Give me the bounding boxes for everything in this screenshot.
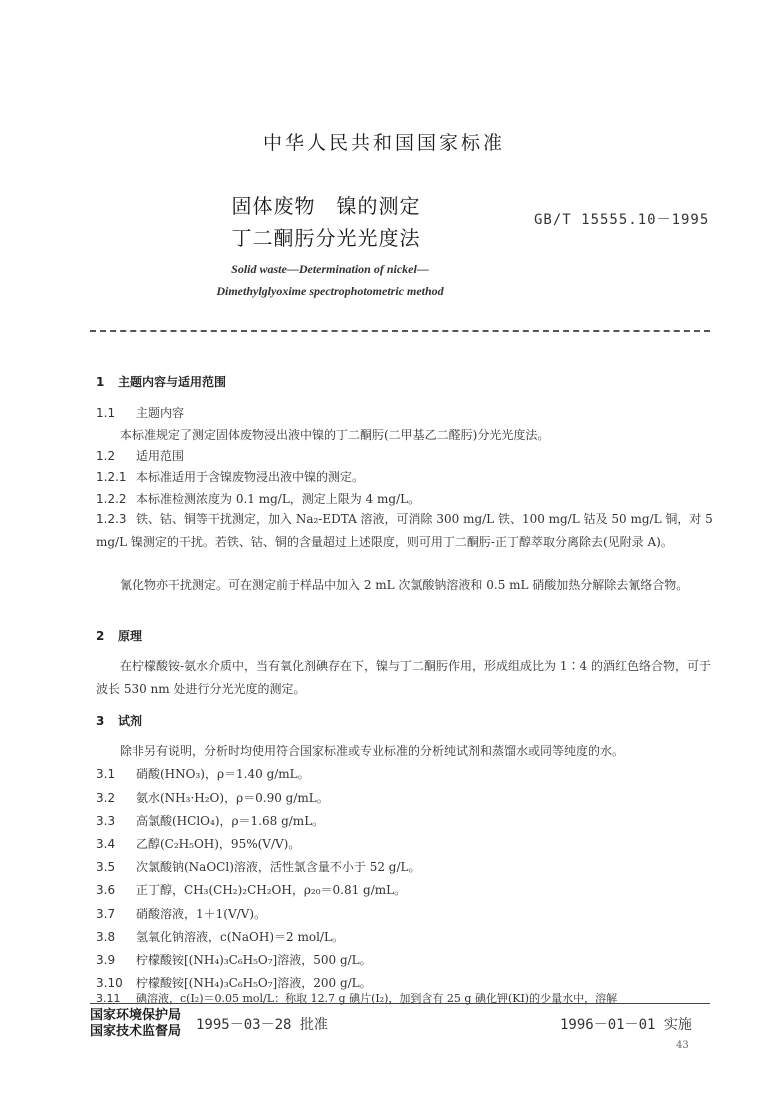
reagent-3-9 bbox=[96, 951, 372, 968]
section-number: 1 bbox=[96, 375, 105, 389]
title-line-1: 固体废物 镍的测定 bbox=[231, 194, 421, 218]
section-number: 1.2 bbox=[96, 449, 116, 463]
issuing-org-line-1: 国家环境保护局 bbox=[90, 1008, 182, 1023]
section-1-1-text: 本标准规定了测定固体废物浸出液中镍的丁二酮肟(二甲基乙二醛肟)分光光度法。 bbox=[120, 428, 550, 442]
approval-date: 1995－03－28 批准 bbox=[196, 1017, 328, 1033]
clause-number: 1.2.1 bbox=[96, 470, 127, 484]
reagent-3-2 bbox=[96, 789, 329, 806]
section-1-1-heading bbox=[96, 404, 184, 421]
reagent-number: 3.6 bbox=[96, 883, 116, 897]
clause-text: 本标准适用于含镍废物浸出液中镍的测定。 bbox=[136, 470, 365, 484]
reagent-text: 氨水(NH₃·H₂O)，ρ＝0.90 g/mL。 bbox=[136, 791, 329, 805]
reagent-text: 正丁醇，CH₃(CH₂)₂CH₂OH，ρ₂₀＝0.81 g/mL。 bbox=[136, 883, 407, 897]
clause-1-2-3 bbox=[96, 508, 716, 554]
footer-divider bbox=[90, 1003, 710, 1004]
section-title: 试剂 bbox=[118, 714, 143, 728]
section-title: 主题内容与适用范围 bbox=[118, 375, 227, 389]
reagent-text: 硝酸(HNO₃)，ρ＝1.40 g/mL。 bbox=[136, 767, 310, 781]
reagent-number: 3.11 bbox=[96, 992, 121, 1005]
reagent-text: 柠檬酸铵[(NH₄)₃C₆H₅O₇]溶液，200 g/L。 bbox=[136, 976, 372, 990]
reagent-text: 高氯酸(HClO₄)，ρ＝1.68 g/mL。 bbox=[136, 814, 325, 828]
page-number: 43 bbox=[676, 1040, 689, 1051]
reagent-3-6 bbox=[96, 881, 406, 898]
clause-text: 本标准检测浓度为 0.1 mg/L，测定上限为 4 mg/L。 bbox=[136, 492, 421, 506]
reagent-text: 柠檬酸铵[(NH₄)₃C₆H₅O₇]溶液，500 g/L。 bbox=[136, 953, 372, 967]
section-number: 2 bbox=[96, 629, 105, 643]
reagent-number: 3.10 bbox=[96, 976, 123, 990]
section-title: 原理 bbox=[118, 629, 143, 643]
reagent-number: 3.3 bbox=[96, 814, 116, 828]
reagent-number: 3.1 bbox=[96, 767, 116, 781]
reagent-number: 3.2 bbox=[96, 791, 116, 805]
section-1-2-heading bbox=[96, 447, 184, 464]
national-standard-heading: 中华人民共和国国家标准 bbox=[262, 132, 505, 154]
clause-text: 铁、钴、铜等干扰测定，加入 Na₂-EDTA 溶液，可消除 300 mg/L 铁、100 mg/L 钴及 50 mg/L 铜，对 5 mg/L 镍测定的干扰。若铁、钴、铜的含量超过上述限度，则可用丁二酮肟-正丁醇萃取分离除去(见附录 A)。 bbox=[96, 512, 713, 549]
reagent-text: 次氯酸钠(NaOCl)溶液，活性氯含量不小于 52 g/L。 bbox=[136, 860, 421, 874]
reagent-3-4 bbox=[96, 835, 300, 852]
clause-1-2-3-cyanide: 氰化物亦干扰测定。可在测定前于样品中加入 2 mL 次氯酸钠溶液和 0.5 mL 硝酸加热分解除去氰络合物。 bbox=[120, 578, 689, 592]
reagent-number: 3.9 bbox=[96, 953, 116, 967]
english-title-line-2: Dimethylglyoxime spectrophotometric method bbox=[216, 284, 444, 298]
clause-number: 1.2.3 bbox=[96, 512, 127, 526]
section-1-heading bbox=[96, 373, 226, 390]
reagent-number: 3.4 bbox=[96, 837, 116, 851]
reagent-number: 3.5 bbox=[96, 860, 116, 874]
section-number: 3 bbox=[96, 714, 105, 728]
reagent-text: 氢氧化钠溶液，c(NaOH)＝2 mol/L。 bbox=[136, 930, 344, 944]
reagent-3-3 bbox=[96, 812, 324, 829]
reagent-text: 碘溶液，c(I₂)＝0.05 mol/L：称取 12.7 g 碘片(I₂)，加到含有 25 g 碘化钾(KI)的少量水中，溶解 bbox=[136, 992, 618, 1005]
section-title: 主题内容 bbox=[136, 406, 185, 420]
title-line-2: 丁二酮肟分光光度法 bbox=[231, 226, 421, 250]
reagent-3-10 bbox=[96, 974, 372, 991]
reagent-3-1 bbox=[96, 765, 310, 782]
reagent-number: 3.8 bbox=[96, 930, 116, 944]
section-number: 1.1 bbox=[96, 406, 116, 420]
reagent-text: 乙醇(C₂H₅OH)，95%(V/V)。 bbox=[136, 837, 301, 851]
issuing-org-line-2: 国家技术监督局 bbox=[90, 1024, 182, 1039]
clause-number: 1.2.2 bbox=[96, 492, 127, 506]
implementation-date: 1996－01－01 实施 bbox=[560, 1017, 692, 1033]
section-3-text: 除非另有说明，分析时均使用符合国家标准或专业标准的分析纯试剂和蒸馏水或同等纯度的水。 bbox=[120, 744, 625, 758]
english-title-line-1: Solid waste—Determination of nickel— bbox=[231, 262, 429, 276]
section-title: 适用范围 bbox=[136, 449, 185, 463]
clause-1-2-2 bbox=[96, 490, 420, 507]
reagent-number: 3.7 bbox=[96, 907, 116, 921]
standard-number: GB/T 15555.10－1995 bbox=[534, 212, 710, 228]
reagent-text: 硝酸溶液，1＋1(V/V)。 bbox=[136, 907, 267, 921]
reagent-3-8 bbox=[96, 928, 344, 945]
section-2-text: 在柠檬酸铵-氨水介质中，当有氧化剂碘存在下，镍与丁二酮肟作用，形成组成比为 1∶4 的酒红色络合物，可于波长 530 nm 处进行分光光度的测定。 bbox=[96, 659, 711, 696]
reagent-3-5 bbox=[96, 858, 420, 875]
section-3-heading bbox=[96, 712, 142, 729]
reagent-3-7 bbox=[96, 905, 266, 922]
clause-1-2-1 bbox=[96, 468, 364, 485]
section-2-heading bbox=[96, 627, 142, 644]
header-divider bbox=[90, 330, 710, 332]
